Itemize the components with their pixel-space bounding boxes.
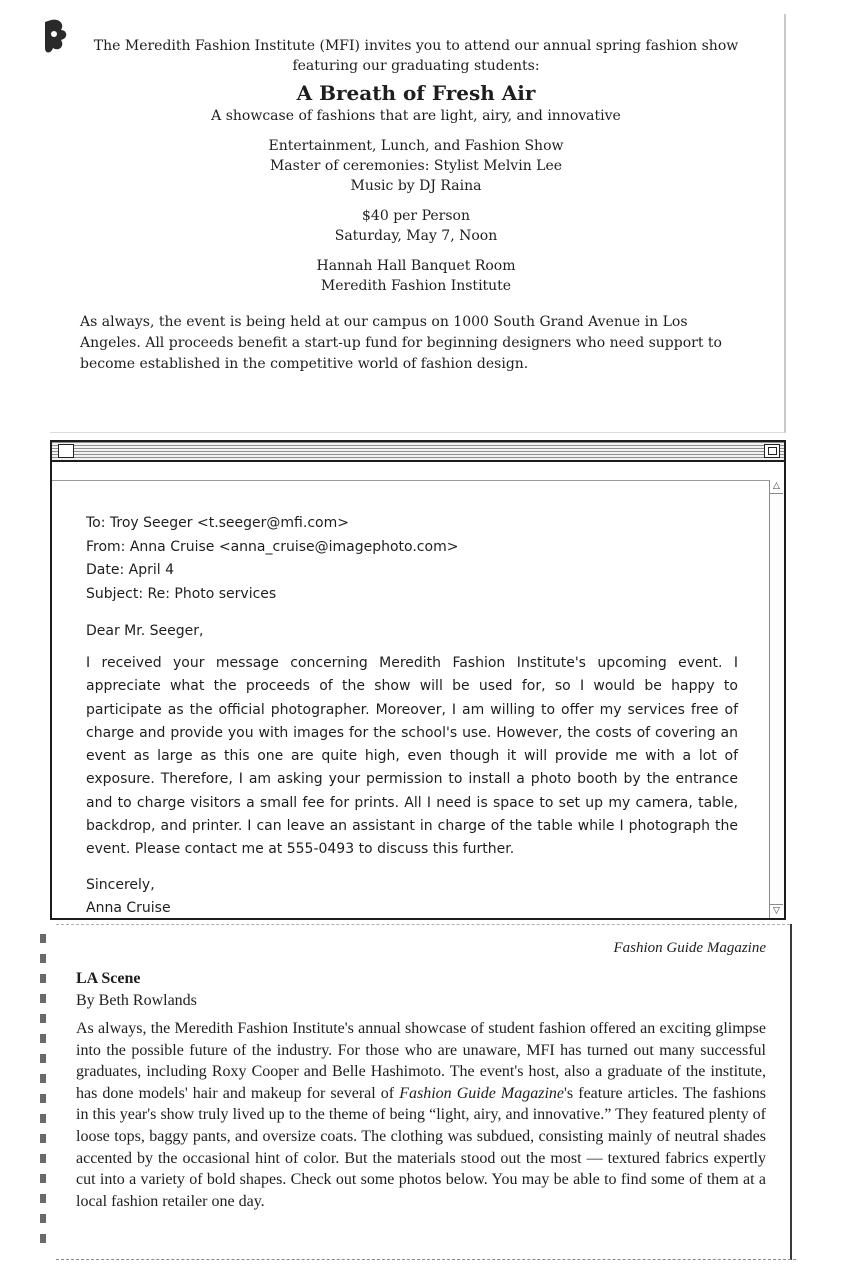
email-date: Date: April 4 bbox=[86, 562, 174, 578]
page-edge-top bbox=[56, 924, 790, 925]
email-signature: Anna Cruise bbox=[86, 899, 171, 916]
email-window bbox=[50, 440, 786, 920]
event-invitation bbox=[50, 14, 786, 433]
close-box-icon[interactable] bbox=[58, 444, 74, 458]
email-from: From: Anna Cruise <anna_cruise@imagephoto.com> bbox=[86, 538, 459, 555]
invitation-datetime: Saturday, May 7, Noon bbox=[334, 228, 498, 244]
window-title-bar[interactable] bbox=[52, 442, 784, 462]
page-edge-bottom bbox=[56, 1259, 796, 1260]
email-closing: Sincerely, bbox=[86, 876, 155, 893]
program-line: Entertainment, Lunch, and Fashion Show bbox=[268, 138, 564, 154]
magazine-article bbox=[26, 924, 796, 1264]
program-line: Master of ceremonies: Stylist Melvin Lee bbox=[269, 158, 563, 174]
window-header-area bbox=[52, 462, 784, 481]
program-line: Music by DJ Raina bbox=[350, 178, 482, 194]
scroll-down-arrow-icon[interactable]: ▽ bbox=[770, 904, 783, 918]
email-subject: Subject: Re: Photo services bbox=[86, 585, 277, 602]
page-edge-right bbox=[790, 924, 792, 1260]
article-section: LA Scene bbox=[76, 970, 141, 987]
publication-name: Fashion Guide Magazine bbox=[613, 940, 766, 956]
scroll-up-arrow-icon[interactable]: △ bbox=[770, 480, 783, 494]
invitation-intro-line2: featuring our graduating students: bbox=[292, 58, 540, 74]
zoom-box-icon[interactable] bbox=[764, 444, 780, 458]
email-message-body: I received your message concerning Meredith Fashion Institute's upcoming event. I appreciate what the proceeds of the show will be used for, so I would be happy to participate as the official photographer. Moreover, I am willing to offer my services free of charge and provide you with images for the school's use. However, the costs of covering an event as large as this one are quite high, even though it will provide me with a lot of exposure. Therefore, I am asking your permission to install a photo booth by the entrance and to charge visitors a small fee for prints. All I need is space to set up my camera, table, backdrop, and printer. I can leave an assistant in charge of the table while I photograph the event. Please contact me at 555-0493 to discuss this further. bbox=[86, 655, 738, 858]
invitation-title: A Breath of Fresh Air bbox=[296, 81, 536, 105]
article-text bbox=[76, 1018, 766, 1212]
article-magazine-title: Fashion Guide Magazine bbox=[399, 1084, 565, 1102]
invitation-venue bbox=[80, 256, 752, 296]
invitation-intro-line1: The Meredith Fashion Institute (MFI) invites you to attend our annual spring fashion show bbox=[93, 38, 739, 54]
invitation-price: $40 per Person bbox=[362, 208, 470, 224]
venue-name: Meredith Fashion Institute bbox=[320, 278, 512, 294]
article-text-part2: 's feature articles. The fashions in this year's show truly lived up to the theme of being “light, airy, and innovative.” They featured plenty of loose tops, baggy pants, and oversize coats. The clothing was subdued, consisting mainly of neutral shades accented by the occasional hint of color. But the materials stood out the most — textured fabrics expertly cut into a variety of bold shapes. Check out some photos below. You may be able to find some of them at a local fashion retailer one day. bbox=[76, 1084, 767, 1210]
vertical-scrollbar[interactable] bbox=[769, 480, 784, 918]
invitation-subtitle: A showcase of fashions that are light, airy, and innovative bbox=[211, 108, 621, 124]
article-text-part1: As always, the Meredith Fashion Institute's annual showcase of student fashion offered an exciting glimpse into the possible future of the industry. For those who are unaware, MFI has turned out many successful graduates, including Roxy Cooper and Belle Hashimoto. The event's host, also a graduate of the institute, has done models' hair and makeup for several of bbox=[76, 1020, 766, 1102]
article-byline: By Beth Rowlands bbox=[76, 992, 197, 1009]
venue-room: Hannah Hall Banquet Room bbox=[316, 258, 516, 274]
invitation-closing-paragraph: As always, the event is being held at our campus on 1000 South Grand Avenue in Los Angeles. All proceeds benefit a start-up fund for beginning designers who need support to become established in the competitive world of fashion design. bbox=[80, 314, 722, 372]
email-greeting: Dear Mr. Seeger, bbox=[86, 623, 204, 639]
invitation-price-date bbox=[80, 206, 752, 246]
flower-ornament-icon bbox=[45, 18, 71, 58]
page-binding-edge bbox=[40, 934, 46, 1254]
email-to: To: Troy Seeger <t.seeger@mfi.com> bbox=[86, 515, 349, 531]
invitation-program bbox=[80, 136, 752, 196]
